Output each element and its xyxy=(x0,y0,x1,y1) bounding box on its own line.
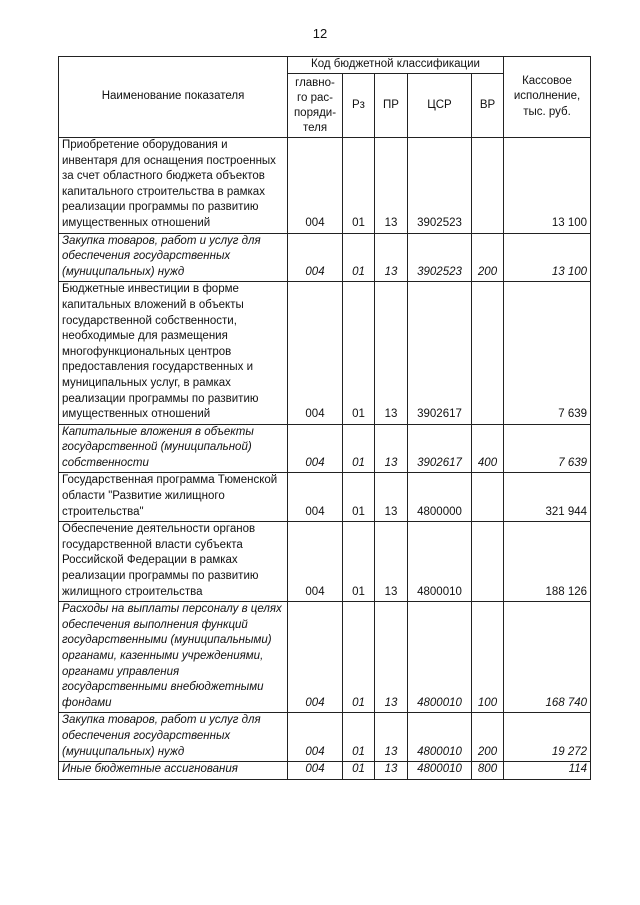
row-vr: 200 xyxy=(472,233,504,282)
row-rz: 01 xyxy=(343,602,375,713)
table-row xyxy=(59,762,591,780)
header-rz: Рз xyxy=(343,74,375,138)
header-vr: ВР xyxy=(472,74,504,138)
table-row xyxy=(59,233,591,282)
table-row xyxy=(59,282,591,424)
header-csr: ЦСР xyxy=(408,74,472,138)
row-vr xyxy=(472,282,504,424)
row-rz: 01 xyxy=(343,138,375,234)
row-csr: 4800010 xyxy=(408,762,472,780)
row-sum: 13 100 xyxy=(504,138,591,234)
row-grbs: 004 xyxy=(288,762,343,780)
row-name: Государственная программа Тюменской области "Развитие жилищного строительства" xyxy=(59,473,288,522)
row-pr: 13 xyxy=(375,424,408,473)
row-rz: 01 xyxy=(343,762,375,780)
row-sum: 19 272 xyxy=(504,713,591,762)
row-grbs: 004 xyxy=(288,473,343,522)
row-csr: 3902617 xyxy=(408,424,472,473)
row-csr: 3902617 xyxy=(408,282,472,424)
row-name: Закупка товаров, работ и услуг для обеспечения государственных (муниципальных) нужд xyxy=(59,713,288,762)
header-grbs: главно-го рас-поряди-теля xyxy=(288,74,343,138)
row-sum: 188 126 xyxy=(504,522,591,602)
row-csr: 4800000 xyxy=(408,473,472,522)
header-name: Наименование показателя xyxy=(59,57,288,138)
row-name: Закупка товаров, работ и услуг для обеспечения государственных (муниципальных) нужд xyxy=(59,233,288,282)
row-rz: 01 xyxy=(343,233,375,282)
table-row xyxy=(59,138,591,234)
row-sum: 7 639 xyxy=(504,282,591,424)
row-rz: 01 xyxy=(343,522,375,602)
row-name: Расходы на выплаты персоналу в целях обеспечения выполнения функций государственными (муниципальными) органами, казенными учреждениями, органами управления государственными внебюджетными фондами xyxy=(59,602,288,713)
row-grbs: 004 xyxy=(288,713,343,762)
row-pr: 13 xyxy=(375,233,408,282)
row-vr xyxy=(472,138,504,234)
row-pr: 13 xyxy=(375,762,408,780)
header-code-group: Код бюджетной классификации xyxy=(288,57,504,74)
row-sum: 321 944 xyxy=(504,473,591,522)
row-csr: 4800010 xyxy=(408,713,472,762)
row-pr: 13 xyxy=(375,473,408,522)
row-pr: 13 xyxy=(375,282,408,424)
budget-table xyxy=(58,56,591,780)
row-name: Иные бюджетные ассигнования xyxy=(59,762,288,780)
row-sum: 13 100 xyxy=(504,233,591,282)
row-grbs: 004 xyxy=(288,424,343,473)
row-sum: 168 740 xyxy=(504,602,591,713)
header-pr: ПР xyxy=(375,74,408,138)
row-rz: 01 xyxy=(343,713,375,762)
row-name: Обеспечение деятельности органов государственной власти субъекта Российской Федерации в рамках реализации программы по развитию жилищного строительства xyxy=(59,522,288,602)
row-sum: 114 xyxy=(504,762,591,780)
row-csr: 3902523 xyxy=(408,138,472,234)
row-csr: 4800010 xyxy=(408,522,472,602)
header-sum: Кассовое исполнение, тыс. руб. xyxy=(504,57,591,138)
page-number: 12 xyxy=(312,26,328,41)
row-vr xyxy=(472,473,504,522)
table-row xyxy=(59,713,591,762)
row-grbs: 004 xyxy=(288,522,343,602)
row-grbs: 004 xyxy=(288,233,343,282)
row-vr: 800 xyxy=(472,762,504,780)
row-sum: 7 639 xyxy=(504,424,591,473)
row-vr: 200 xyxy=(472,713,504,762)
table-row xyxy=(59,473,591,522)
row-csr: 3902523 xyxy=(408,233,472,282)
row-grbs: 004 xyxy=(288,138,343,234)
row-rz: 01 xyxy=(343,473,375,522)
row-pr: 13 xyxy=(375,602,408,713)
row-rz: 01 xyxy=(343,282,375,424)
row-rz: 01 xyxy=(343,424,375,473)
table-body xyxy=(59,138,591,780)
row-vr: 400 xyxy=(472,424,504,473)
row-vr xyxy=(472,522,504,602)
table-row xyxy=(59,522,591,602)
row-pr: 13 xyxy=(375,522,408,602)
row-pr: 13 xyxy=(375,713,408,762)
row-name: Капитальные вложения в объекты государственной (муниципальной) собственности xyxy=(59,424,288,473)
row-name: Приобретение оборудования и инвентаря для оснащения построенных за счет областного бюджета объектов капитального строительства в рамках реализации программы по развитию имущественных отношений xyxy=(59,138,288,234)
row-pr: 13 xyxy=(375,138,408,234)
row-vr: 100 xyxy=(472,602,504,713)
row-csr: 4800010 xyxy=(408,602,472,713)
row-grbs: 004 xyxy=(288,282,343,424)
table-row xyxy=(59,602,591,713)
row-name: Бюджетные инвестиции в форме капитальных вложений в объекты государственной собственности, необходимые для размещения многофункциональных центров предоставления государственных и муниципальных услуг, в рамках реализации программы по развитию имущественных отношений xyxy=(59,282,288,424)
row-grbs: 004 xyxy=(288,602,343,713)
table-row xyxy=(59,424,591,473)
